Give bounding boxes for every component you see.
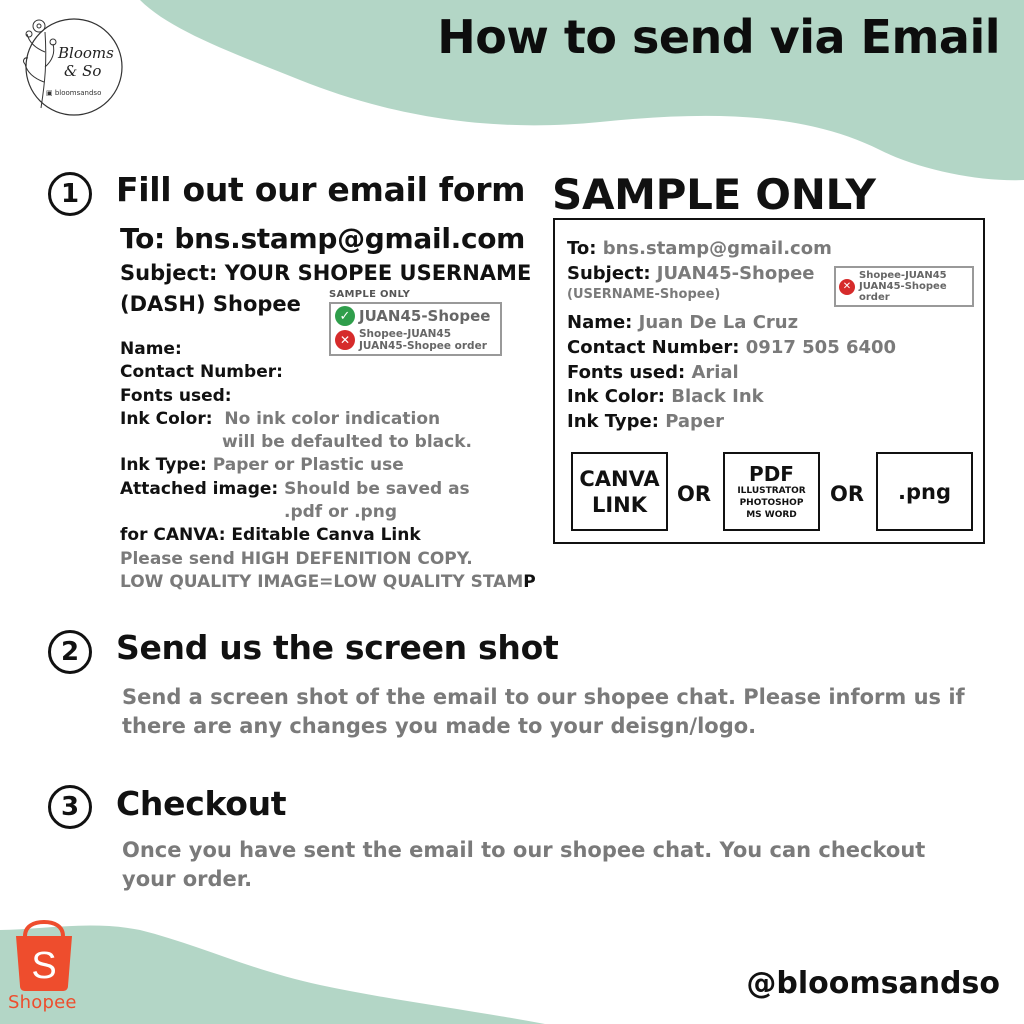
sample-email-box: [553, 218, 985, 544]
ink-color-field: Ink Color: No ink color indication: [120, 408, 441, 429]
step-2-description: Send a screen shot of the email to our shopee chat. Please inform us if there are any changes you made to your deisgn/logo.: [122, 685, 965, 738]
mini-sample-label: SAMPLE ONLY: [329, 289, 411, 300]
contact-field-label: Contact Number:: [120, 362, 283, 383]
canva-link-format: CANVA LINK: [571, 452, 668, 531]
step-3-description: Once you have sent the email to our shopee chat. You can checkout your order.: [122, 838, 926, 891]
sample-title: SAMPLE ONLY: [552, 170, 876, 219]
sample-wrong-example: ✕ Shopee-JUAN45 JUAN45-Shopee order: [834, 266, 974, 307]
social-handle: @bloomsandso: [746, 966, 1000, 1001]
form-fields: [120, 338, 540, 594]
pdf-format: PDF ILLUSTRATOR PHOTOSHOP MS WORD: [723, 452, 820, 531]
sample-subject-hint: (USERNAME-Shopee): [567, 287, 721, 302]
check-icon: ✓: [335, 306, 355, 326]
page-title: How to send via Email: [437, 10, 1000, 64]
png-format: .png: [876, 452, 973, 531]
sample-to: To: bns.stamp@gmail.com: [567, 238, 832, 259]
sample-fonts: Fonts used: Arial: [567, 362, 739, 383]
attached-image-note: .pdf or .png: [284, 502, 397, 523]
step-1-title: Fill out our email form: [116, 170, 526, 209]
sample-ink-type: Ink Type: Paper: [567, 411, 725, 432]
form-to-address: To: bns.stamp@gmail.com: [120, 222, 526, 255]
step-1-number: 1: [48, 172, 92, 216]
or-separator-2: OR: [830, 482, 865, 506]
step-3-number: 3: [48, 785, 92, 829]
attached-image-field: Attached image: Should be saved as: [120, 478, 470, 499]
x-icon: ✕: [839, 279, 855, 295]
shopee-bag-icon: [8, 920, 80, 992]
correct-example-text: JUAN45-Shopee: [359, 307, 491, 325]
wrong-example-text: Shopee-JUAN45 JUAN45-Shopee order: [359, 328, 487, 352]
step-3-title: Checkout: [116, 784, 287, 823]
hd-note: Please send HIGH DEFENITION COPY.: [120, 548, 473, 569]
sample-contact: Contact Number: 0917 505 6400: [567, 337, 897, 358]
bottom-mint-wave: [0, 926, 545, 1024]
x-icon: ✕: [335, 330, 355, 350]
quality-note: LOW QUALITY IMAGE=LOW QUALITY STAMP: [120, 571, 536, 592]
or-separator-1: OR: [677, 482, 712, 506]
logo-handle: ▣ bloomsandso: [46, 89, 102, 97]
logo-wordmark: Blooms & So: [58, 44, 114, 80]
correct-example: [335, 306, 496, 326]
ink-color-note: will be defaulted to black.: [222, 432, 472, 453]
sample-name: Name: Juan De La Cruz: [567, 312, 799, 333]
shopee-wordmark: Shopee: [8, 992, 77, 1013]
step-2-title: Send us the screen shot: [116, 628, 559, 667]
svg-text:S: S: [31, 945, 57, 987]
canva-line: for CANVA: Editable Canva Link: [120, 525, 421, 546]
sample-ink-color: Ink Color: Black Ink: [567, 386, 764, 407]
sample-subject: Subject: JUAN45-Shopee: [567, 263, 815, 284]
fonts-field-label: Fonts used:: [120, 385, 232, 406]
step-2-number: 2: [48, 630, 92, 674]
ink-type-field: Ink Type: Paper or Plastic use: [120, 455, 404, 476]
name-field-label: Name:: [120, 339, 182, 359]
form-subject: Subject: YOUR SHOPEE USERNAME (DASH) Shopee: [120, 261, 532, 316]
